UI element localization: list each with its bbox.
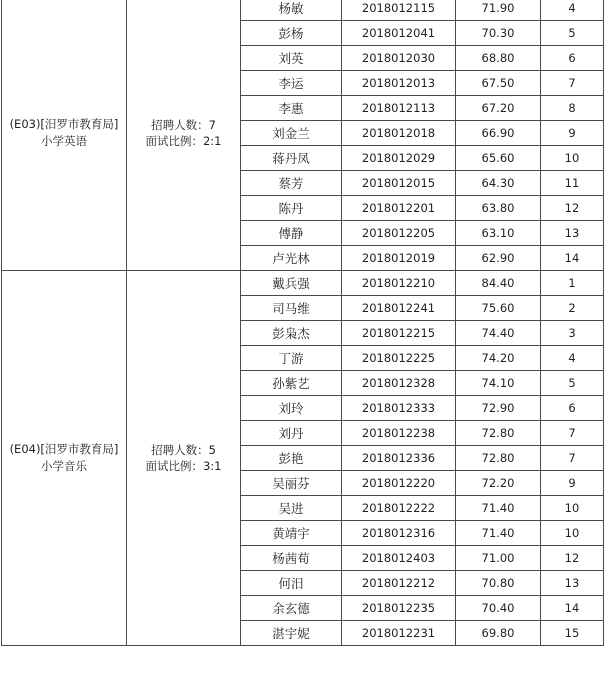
exam-number: 2018012115 — [342, 0, 456, 21]
score-rank: 8 — [541, 96, 604, 121]
candidate-name: 李运 — [241, 71, 342, 96]
table-row — [2, 271, 604, 296]
exam-number: 2018012222 — [342, 496, 456, 521]
candidate-name: 彭杨 — [241, 21, 342, 46]
score-rank: 9 — [541, 471, 604, 496]
exam-score: 65.60 — [456, 146, 541, 171]
exam-score: 70.30 — [456, 21, 541, 46]
recruit-count: 招聘人数：7 — [151, 118, 216, 132]
score-table-body — [2, 0, 604, 646]
score-rank: 7 — [541, 421, 604, 446]
exam-score: 74.10 — [456, 371, 541, 396]
score-rank: 9 — [541, 121, 604, 146]
exam-score: 70.40 — [456, 596, 541, 621]
candidate-name: 余玄德 — [241, 596, 342, 621]
candidate-name: 彭艳 — [241, 446, 342, 471]
candidate-name: 刘玲 — [241, 396, 342, 421]
position-subject: 小学英语 — [41, 134, 87, 148]
candidate-name: 杨茜荀 — [241, 546, 342, 571]
exam-score: 74.20 — [456, 346, 541, 371]
score-rank: 15 — [541, 621, 604, 646]
candidate-name: 何汨 — [241, 571, 342, 596]
interview-ratio: 面试比例：3:1 — [145, 459, 222, 473]
candidate-name: 刘丹 — [241, 421, 342, 446]
score-rank: 13 — [541, 571, 604, 596]
quota-cell — [127, 271, 241, 646]
score-rank: 6 — [541, 396, 604, 421]
score-rank: 10 — [541, 146, 604, 171]
candidate-name: 蔡芳 — [241, 171, 342, 196]
interview-ratio: 面试比例：2:1 — [145, 134, 222, 148]
score-rank: 10 — [541, 496, 604, 521]
score-rank: 12 — [541, 196, 604, 221]
candidate-name: 刘英 — [241, 46, 342, 71]
exam-score: 67.20 — [456, 96, 541, 121]
exam-number: 2018012336 — [342, 446, 456, 471]
candidate-name: 吴丽芬 — [241, 471, 342, 496]
exam-score: 69.80 — [456, 621, 541, 646]
candidate-name: 吴进 — [241, 496, 342, 521]
position-cell — [2, 0, 127, 271]
exam-number: 2018012018 — [342, 121, 456, 146]
score-rank: 7 — [541, 71, 604, 96]
exam-score: 71.90 — [456, 0, 541, 21]
candidate-name: 彭枭杰 — [241, 321, 342, 346]
score-rank: 5 — [541, 371, 604, 396]
score-rank: 14 — [541, 246, 604, 271]
position-code: (E04)[汨罗市教育局] — [9, 442, 119, 456]
candidate-name: 杨敏 — [241, 0, 342, 21]
candidate-name: 卢光林 — [241, 246, 342, 271]
exam-score: 63.80 — [456, 196, 541, 221]
exam-score: 84.40 — [456, 271, 541, 296]
exam-score: 64.30 — [456, 171, 541, 196]
score-table — [1, 0, 604, 646]
score-rank: 3 — [541, 321, 604, 346]
exam-score: 67.50 — [456, 71, 541, 96]
candidate-name: 黄靖宇 — [241, 521, 342, 546]
candidate-name: 陈丹 — [241, 196, 342, 221]
candidate-name: 傅静 — [241, 221, 342, 246]
quota-cell — [127, 0, 241, 271]
candidate-name: 李惠 — [241, 96, 342, 121]
exam-number: 2018012013 — [342, 71, 456, 96]
exam-number: 2018012231 — [342, 621, 456, 646]
exam-score: 72.80 — [456, 446, 541, 471]
candidate-name: 湛宇妮 — [241, 621, 342, 646]
exam-score: 63.10 — [456, 221, 541, 246]
exam-number: 2018012201 — [342, 196, 456, 221]
table-row — [2, 0, 604, 21]
candidate-name: 戴兵强 — [241, 271, 342, 296]
exam-score: 62.90 — [456, 246, 541, 271]
exam-number: 2018012235 — [342, 596, 456, 621]
score-rank: 1 — [541, 271, 604, 296]
exam-number: 2018012205 — [342, 221, 456, 246]
candidate-name: 刘金兰 — [241, 121, 342, 146]
candidate-name: 孙紫艺 — [241, 371, 342, 396]
exam-score: 72.90 — [456, 396, 541, 421]
exam-score: 68.80 — [456, 46, 541, 71]
exam-number: 2018012029 — [342, 146, 456, 171]
position-cell — [2, 271, 127, 646]
position-code: (E03)[汨罗市教育局] — [9, 117, 119, 131]
position-subject: 小学音乐 — [41, 459, 87, 473]
exam-number: 2018012019 — [342, 246, 456, 271]
exam-number: 2018012328 — [342, 371, 456, 396]
exam-number: 2018012220 — [342, 471, 456, 496]
exam-number: 2018012333 — [342, 396, 456, 421]
exam-number: 2018012403 — [342, 546, 456, 571]
exam-score: 74.40 — [456, 321, 541, 346]
score-rank: 10 — [541, 521, 604, 546]
score-rank: 4 — [541, 0, 604, 21]
exam-number: 2018012041 — [342, 21, 456, 46]
exam-score: 75.60 — [456, 296, 541, 321]
score-rank: 6 — [541, 46, 604, 71]
recruit-count: 招聘人数：5 — [151, 443, 216, 457]
exam-score: 66.90 — [456, 121, 541, 146]
exam-number: 2018012241 — [342, 296, 456, 321]
exam-number: 2018012113 — [342, 96, 456, 121]
candidate-name: 蒋丹凤 — [241, 146, 342, 171]
exam-score: 70.80 — [456, 571, 541, 596]
exam-score: 71.00 — [456, 546, 541, 571]
exam-number: 2018012238 — [342, 421, 456, 446]
exam-number: 2018012215 — [342, 321, 456, 346]
score-rank: 12 — [541, 546, 604, 571]
exam-number: 2018012225 — [342, 346, 456, 371]
score-rank: 14 — [541, 596, 604, 621]
exam-number: 2018012015 — [342, 171, 456, 196]
exam-number: 2018012212 — [342, 571, 456, 596]
exam-score: 71.40 — [456, 496, 541, 521]
exam-number: 2018012030 — [342, 46, 456, 71]
score-rank: 11 — [541, 171, 604, 196]
exam-number: 2018012210 — [342, 271, 456, 296]
exam-score: 72.20 — [456, 471, 541, 496]
exam-score: 71.40 — [456, 521, 541, 546]
score-rank: 7 — [541, 446, 604, 471]
score-rank: 4 — [541, 346, 604, 371]
candidate-name: 司马维 — [241, 296, 342, 321]
score-rank: 5 — [541, 21, 604, 46]
score-rank: 13 — [541, 221, 604, 246]
exam-number: 2018012316 — [342, 521, 456, 546]
candidate-name: 丁游 — [241, 346, 342, 371]
exam-score: 72.80 — [456, 421, 541, 446]
score-rank: 2 — [541, 296, 604, 321]
